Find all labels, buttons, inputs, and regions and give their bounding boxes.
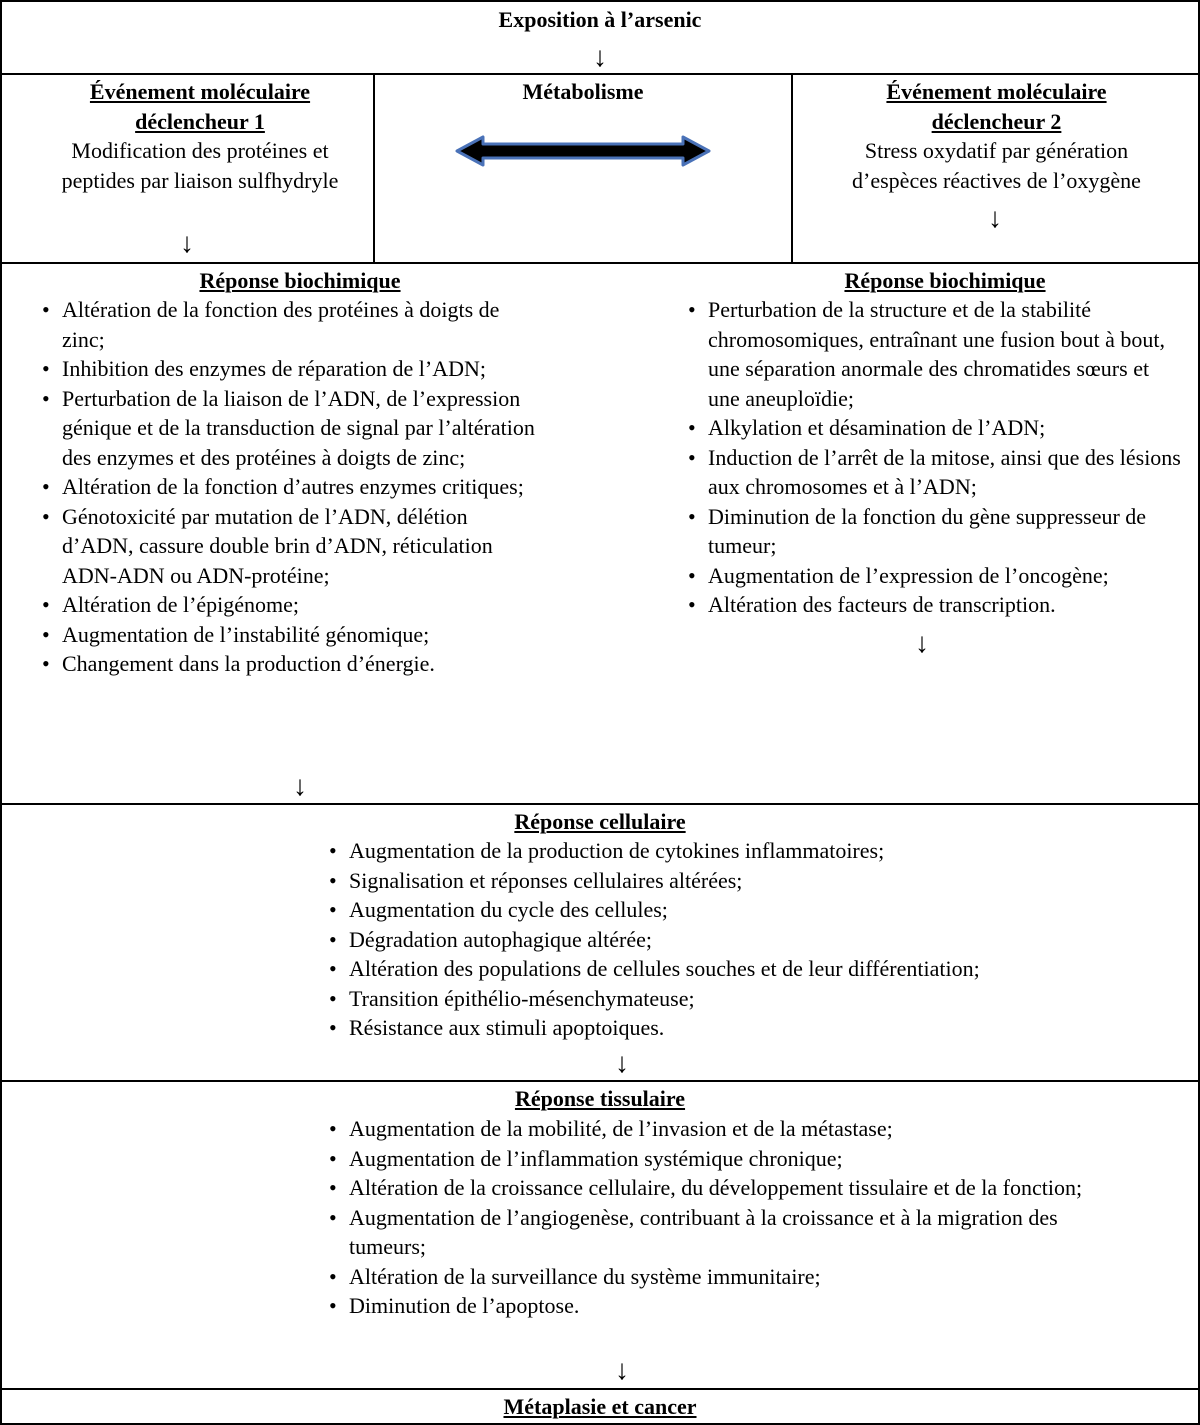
- list-item: • Induction de l’arrêt de la mitose, ainsi que des lésions aux chromosomes et à l’ADN;: [686, 443, 1186, 502]
- list-item: • Diminution de l’apoptose.: [327, 1291, 1127, 1321]
- arrow-down-icon: ↓: [593, 42, 607, 73]
- outcome-title: Métaplasie et cancer: [503, 1394, 697, 1419]
- arrow-down-icon: ↓: [293, 771, 307, 802]
- biochem-right-title: Réponse biochimique: [844, 268, 1046, 293]
- list-item: • Perturbation de la structure et de la stabilité chromosomiques, entraînant une fusion bout à bout, une séparation anormale des chromatides sœurs et une aneuploïdie;: [686, 295, 1186, 413]
- trigger2-text: Stress oxydatif par génération d’espèces réactives de l’oxygène: [852, 138, 1141, 193]
- biochem-left-title: Réponse biochimique: [199, 268, 401, 293]
- trigger2-block: [793, 77, 1200, 195]
- arrow-down-icon: ↓: [615, 1048, 629, 1079]
- double-arrow-icon: [455, 134, 711, 168]
- trigger1-title: Événement moléculaire déclencheur 1: [89, 79, 311, 134]
- list-item: • Augmentation de l’expression de l’oncogène;: [686, 561, 1186, 591]
- list-item: • Altération des facteurs de transcription.: [686, 590, 1186, 620]
- trigger1-block: [10, 77, 390, 195]
- list-item: • Augmentation de la production de cytokines inflammatoires;: [327, 836, 1127, 866]
- list-item: • Augmentation du cycle des cellules;: [327, 895, 1127, 925]
- arrow-down-icon: ↓: [915, 628, 929, 659]
- cellular-list: [327, 836, 1127, 1043]
- separator-exposure: [0, 73, 1200, 75]
- list-item: • Augmentation de l’inflammation systémique chronique;: [327, 1144, 1127, 1174]
- exposure-title: Exposition à l’arsenic: [498, 7, 702, 32]
- list-item: • Transition épithélio-mésenchymateuse;: [327, 984, 1127, 1014]
- list-item: • Inhibition des enzymes de réparation de l’ADN;: [40, 354, 540, 384]
- list-item: • Augmentation de la mobilité, de l’invasion et de la métastase;: [327, 1114, 1127, 1144]
- list-item: • Génotoxicité par mutation de l’ADN, délétion d’ADN, cassure double brin d’ADN, réticulation ADN-ADN ou ADN-protéine;: [40, 502, 540, 591]
- arrow-down-icon: ↓: [180, 228, 194, 259]
- list-item: • Altération de la croissance cellulaire, du développement tissulaire et de la fonction;: [327, 1173, 1127, 1203]
- cellular-title: Réponse cellulaire: [514, 809, 686, 834]
- list-item: • Altération de la fonction des protéines à doigts de zinc;: [40, 295, 540, 354]
- biochem-right-list: [686, 295, 1186, 620]
- biochem-left-list: [40, 295, 540, 679]
- list-item: • Changement dans la production d’énergie.: [40, 649, 540, 679]
- list-item: • Dégradation autophagique altérée;: [327, 925, 1127, 955]
- tissue-list: [327, 1114, 1127, 1321]
- list-item: • Augmentation de l’instabilité génomique;: [40, 620, 540, 650]
- list-item: • Altération des populations de cellules souches et de leur différentiation;: [327, 954, 1127, 984]
- separator-cellular: [0, 1080, 1200, 1082]
- list-item: • Altération de la fonction d’autres enzymes critiques;: [40, 472, 540, 502]
- separator-biochem: [0, 803, 1200, 805]
- list-item: • Altération de l’épigénome;: [40, 590, 540, 620]
- list-item: • Alkylation et désamination de l’ADN;: [686, 413, 1186, 443]
- list-item: • Perturbation de la liaison de l’ADN, de l’expression génique et de la transduction de signal par l’altération des enzymes et des protéines à doigts de zinc;: [40, 384, 540, 473]
- list-item: • Résistance aux stimuli apoptoiques.: [327, 1013, 1127, 1043]
- arrow-down-icon: ↓: [615, 1355, 629, 1386]
- metabolism-title: Métabolisme: [522, 79, 644, 104]
- list-item: • Augmentation de l’angiogenèse, contribuant à la croissance et à la migration des tumeurs;: [327, 1203, 1127, 1262]
- separator-triggers: [0, 262, 1200, 264]
- trigger2-title: Événement moléculaire déclencheur 2: [886, 79, 1107, 134]
- list-item: • Signalisation et réponses cellulaires altérées;: [327, 866, 1127, 896]
- list-item: • Altération de la surveillance du système immunitaire;: [327, 1262, 1127, 1292]
- trigger1-text: Modification des protéines et peptides par liaison sulfhydryle: [61, 138, 339, 193]
- tissue-title: Réponse tissulaire: [514, 1086, 686, 1111]
- arrow-down-icon: ↓: [988, 203, 1002, 234]
- separator-tissue: [0, 1388, 1200, 1390]
- list-item: • Diminution de la fonction du gène suppresseur de tumeur;: [686, 502, 1186, 561]
